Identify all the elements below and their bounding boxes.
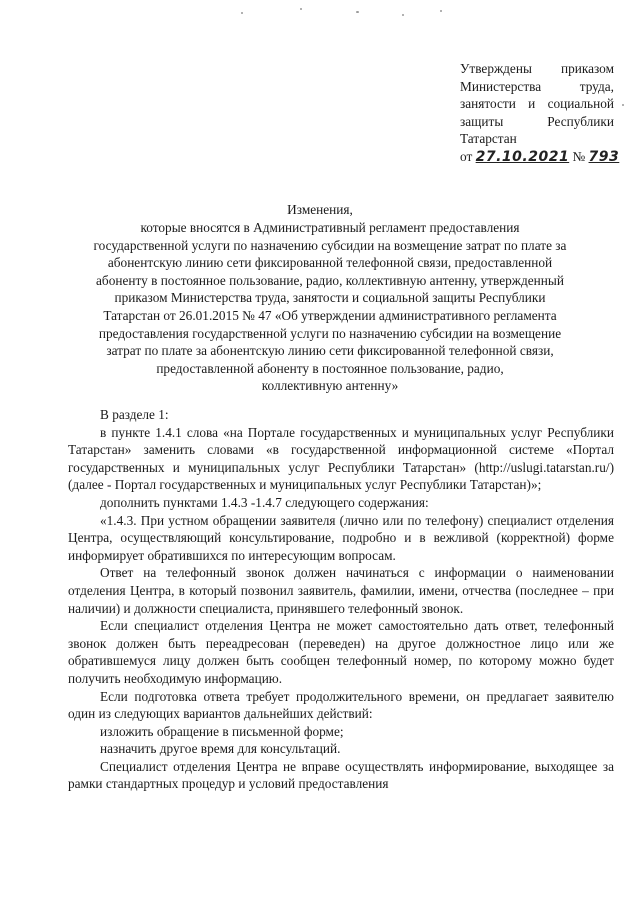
body-paragraph: «1.4.3. При устном обращении заявителя (лично или по телефону) специалист отделения Центра, осуществляющий консультирование, подробно и в вежливой (корректной) форме информирует обратившихся по интересующим вопросам. xyxy=(68,512,614,563)
approval-line: Татарстан xyxy=(460,131,517,147)
approval-line: занятости и социальной xyxy=(460,96,614,112)
body-paragraph: Специалист отделения Центра не вправе осуществлять информирование, выходящее за рамки стандартных процедур и условий предоставления xyxy=(68,758,614,792)
handwritten-number: 793 xyxy=(588,148,620,165)
subtitle-line: государственной услуги по назначению субсидии на возмещение затрат по плате за xyxy=(93,237,567,253)
scan-speck xyxy=(622,104,624,106)
approval-line: Министерства труда, xyxy=(460,78,614,94)
subtitle-line: предоставления государственной услуги по назначению субсидии на возмещение xyxy=(98,325,562,341)
document-subtitle xyxy=(70,219,590,395)
body-paragraph: Если подготовка ответа требует продолжительного времени, он предлагает заявителю один из следующих вариантов дальнейших действий: xyxy=(68,688,614,722)
subtitle-line: предоставленной абоненту в постоянное пользование, радио, xyxy=(156,360,504,376)
approval-line: защиты Республики xyxy=(460,113,614,129)
body-paragraph: В разделе 1: xyxy=(100,407,169,422)
scan-speck xyxy=(356,11,359,13)
body-paragraph: дополнить пунктами 1.4.3 -1.4.7 следующего содержания: xyxy=(100,494,429,510)
subtitle-line: приказом Министерства труда, занятости и социальной защиты Республики xyxy=(114,290,546,306)
subtitle-line: коллективную антенну» xyxy=(261,378,399,394)
body-paragraph: Если специалист отделения Центра не может самостоятельно дать ответ, телефонный звонок должен быть переадресован (переведен) на другое должностное лицо или же обратившемуся лицу должен быть сообщен телефонный номер, по которому можно будет получить необходимую информацию. xyxy=(68,618,614,686)
body-paragraph: назначить другое время для консультаций. xyxy=(100,741,341,757)
body-paragraph: Ответ на телефонный звонок должен начинаться с информации о наименовании отделения Центра, в который позвонил заявитель, фамилии, имени, отчества (последнее – при наличии) и должности специалиста, принявшего телефонный звонок. xyxy=(68,565,614,616)
subtitle-line: которые вносятся в Административный регламент предоставления xyxy=(140,220,520,235)
scan-speck xyxy=(440,10,442,12)
subtitle-line: Татарстан от 26.01.2015 № 47 «Об утверждении административного регламента xyxy=(103,307,557,323)
subtitle-line: абоненту в постоянное пользование, радио, коллективную антенну, утвержденный xyxy=(96,272,564,288)
body-paragraph: в пункте 1.4.1 слова «на Портале государственных и муниципальных услуг Республики Татарстан» заменить словами «в государственной информационной системе «Портал государственных и муниципальных услуг Республики Татарстан» (http://uslugi.tatarstan.ru/) (далее - Портал государственных и муниципальных услуг Республики Татарстан)»; xyxy=(68,424,614,493)
scan-speck xyxy=(241,12,243,14)
approval-line: Утверждены приказом xyxy=(460,61,614,76)
subtitle-line: абонентскую линию сети фиксированной телефонной связи, предоставленной xyxy=(107,255,553,271)
date-prefix: от xyxy=(460,148,473,164)
document-title: Изменения, xyxy=(287,202,353,217)
approval-block xyxy=(460,60,620,167)
scan-speck xyxy=(402,14,404,16)
subtitle-line: затрат по плате за абонентскую линию сети фиксированной телефонной связи, xyxy=(106,343,554,359)
body-paragraph: изложить обращение в письменной форме; xyxy=(100,723,344,739)
handwritten-date: 27.10.2021 xyxy=(475,148,570,165)
number-prefix: № xyxy=(572,148,586,164)
document-body xyxy=(68,406,614,793)
approval-date-line xyxy=(460,148,620,167)
scan-speck xyxy=(300,8,302,10)
